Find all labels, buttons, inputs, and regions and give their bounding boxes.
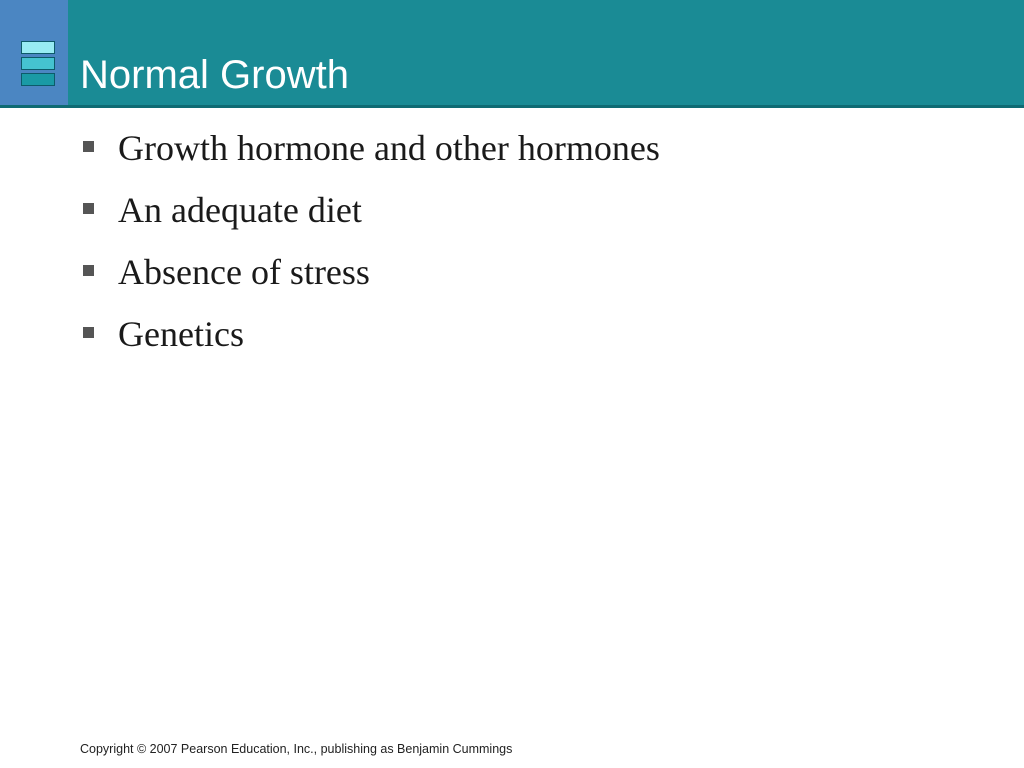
bullet-text: Growth hormone and other hormones bbox=[118, 128, 660, 168]
square-bullet-icon bbox=[83, 265, 94, 276]
bullet-text: Absence of stress bbox=[118, 252, 370, 292]
logo-stripe-top bbox=[21, 41, 55, 54]
logo-block bbox=[0, 0, 68, 105]
square-bullet-icon bbox=[83, 203, 94, 214]
logo-stripe-middle bbox=[21, 57, 55, 70]
bullet-text: An adequate diet bbox=[118, 190, 362, 230]
footer-copyright: Copyright © 2007 Pearson Education, Inc., publishing as Benjamin Cummings bbox=[80, 742, 513, 756]
square-bullet-icon bbox=[83, 141, 94, 152]
stacked-bars-icon bbox=[21, 41, 55, 93]
bullet-text: Genetics bbox=[118, 314, 244, 354]
slide-title: Normal Growth bbox=[80, 53, 349, 97]
square-bullet-icon bbox=[83, 327, 94, 338]
logo-stripe-bottom bbox=[21, 73, 55, 86]
